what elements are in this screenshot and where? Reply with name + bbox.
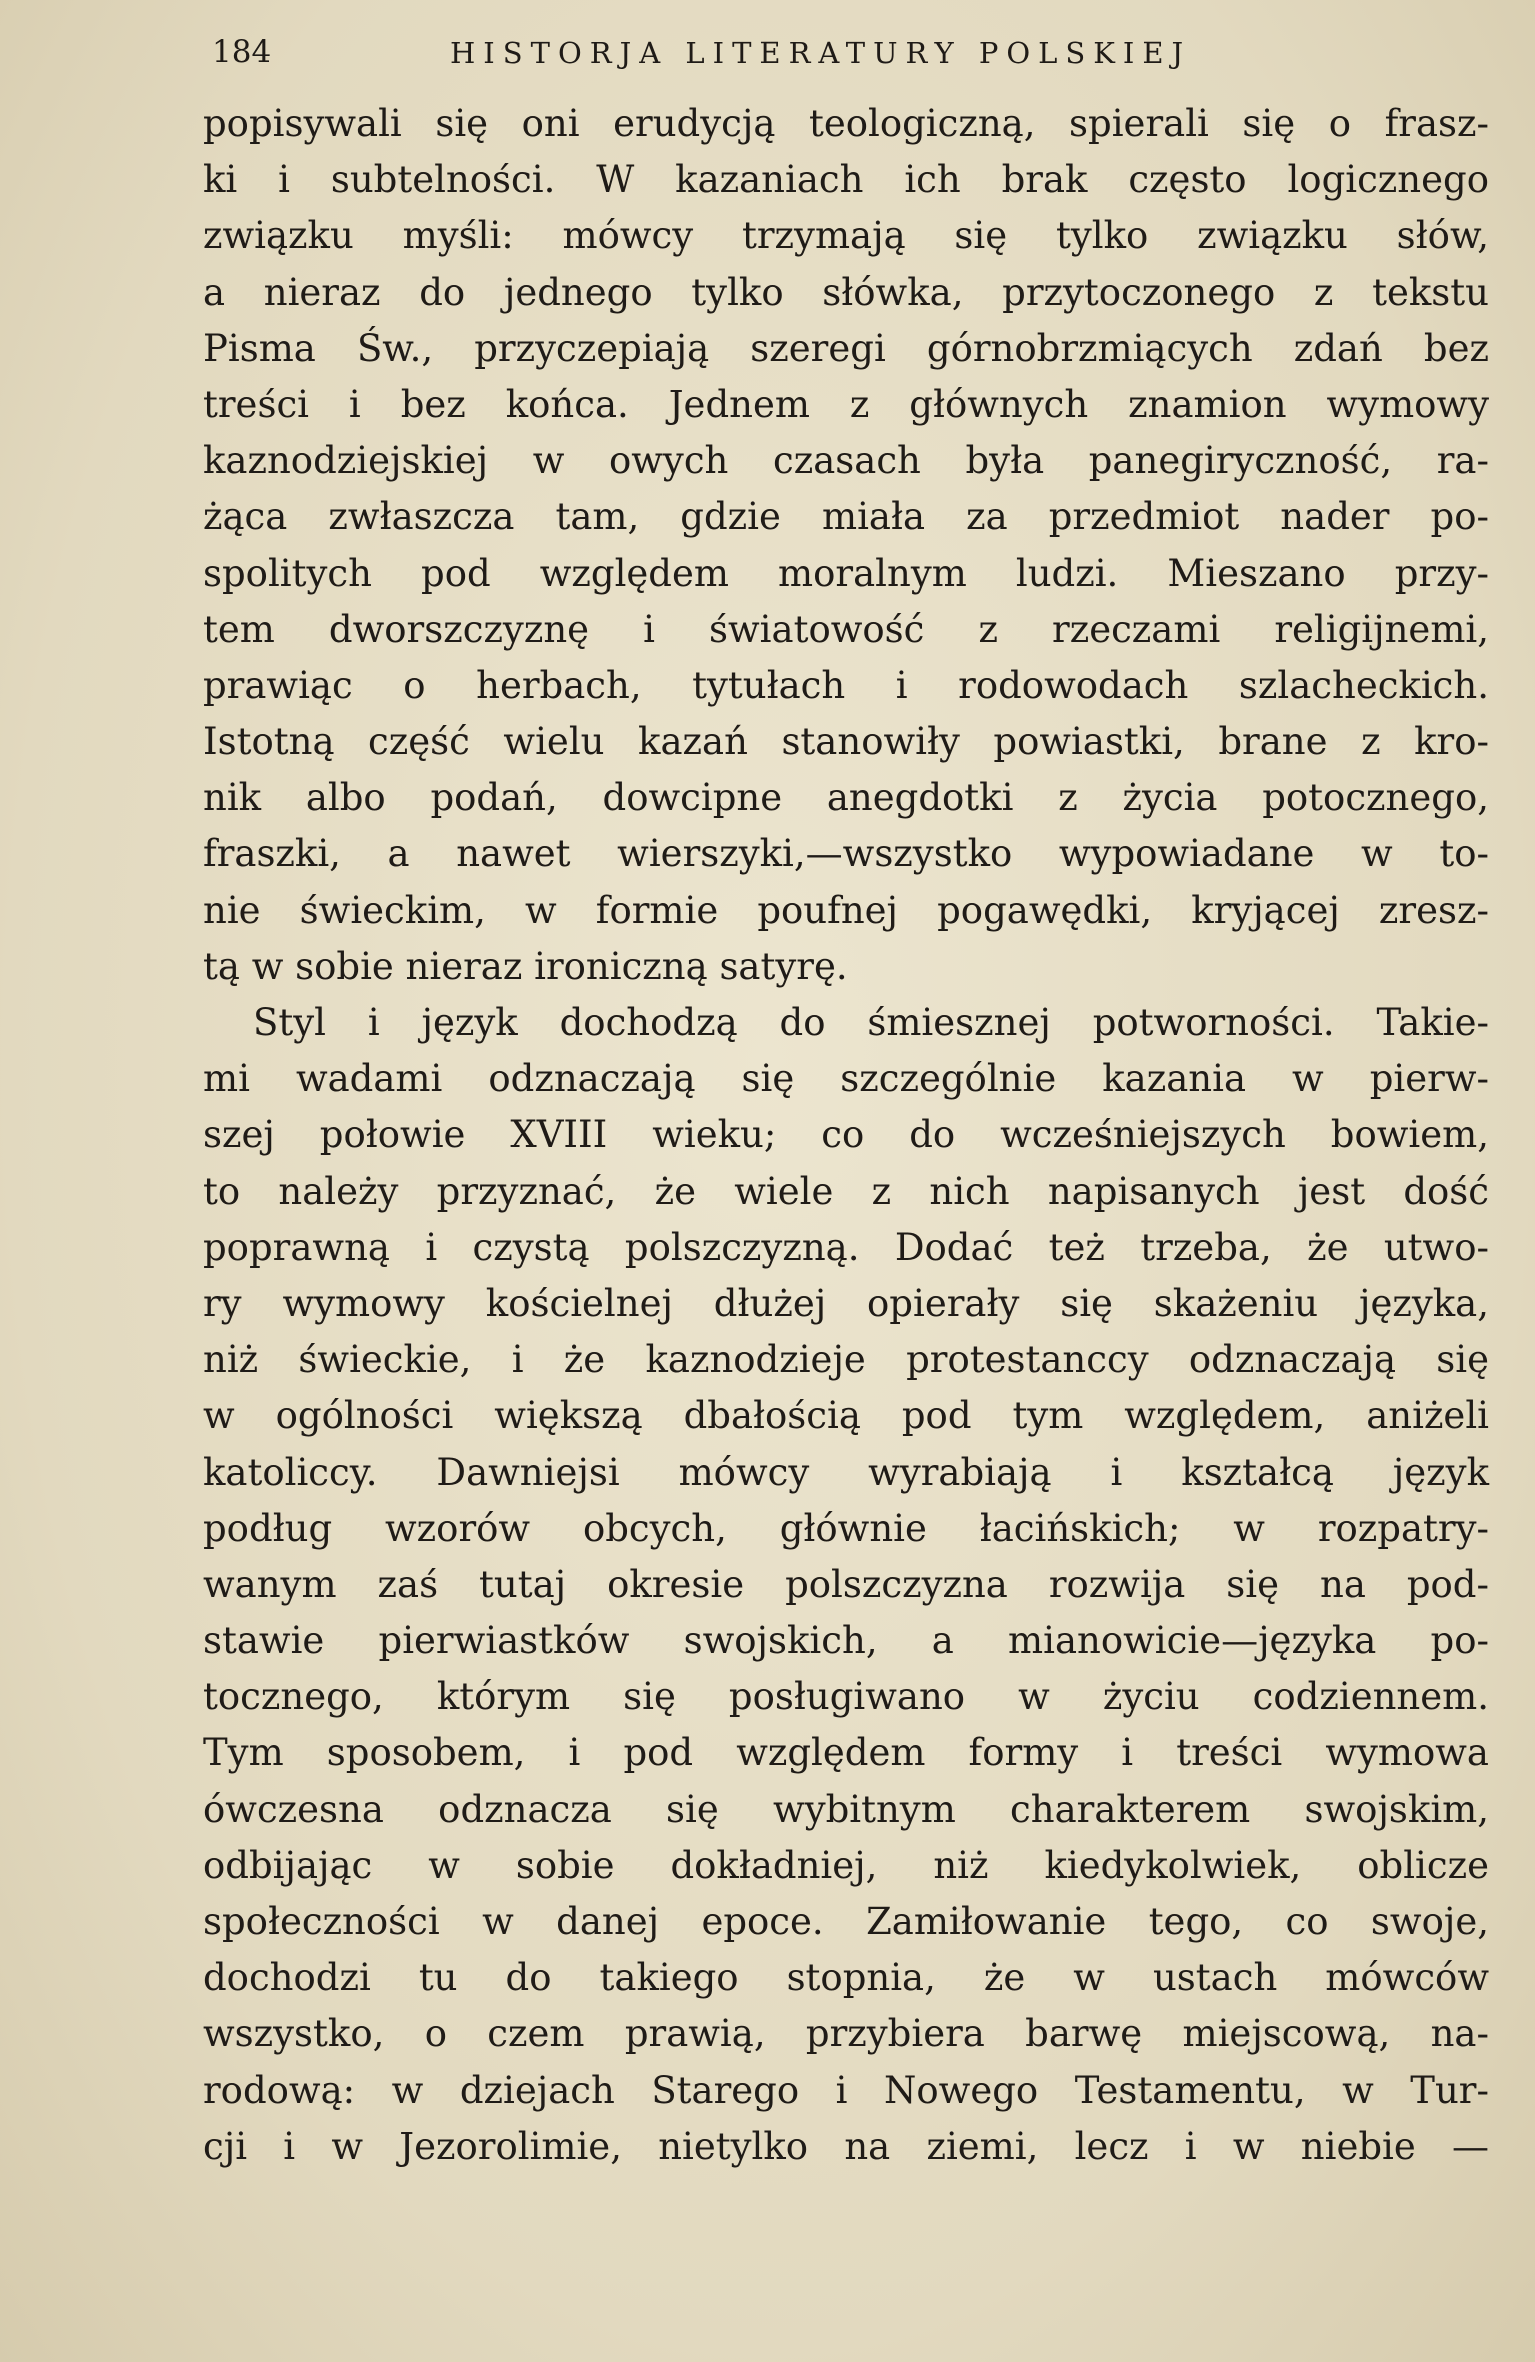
- text-line: ry wymowy kościelnej dłużej opierały się skażeniu języka,: [203, 1281, 1489, 1325]
- text-line: tem dworszczyznę i światowość z rzeczami religijnemi,: [203, 607, 1489, 651]
- text-line: Tym sposobem, i pod względem formy i treści wymowa: [203, 1731, 1489, 1775]
- text-line: Pisma Św., przyczepiają szeregi górnobrzmiących zdań bez: [203, 326, 1489, 370]
- text-line: odbijając w sobie dokładniej, niż kiedykolwiek, oblicze: [203, 1843, 1489, 1887]
- text-line: niż świeckie, i że kaznodzieje protestanccy odznaczają się: [203, 1338, 1489, 1382]
- page-number: 184: [212, 34, 272, 70]
- text-line: poprawną i czystą polszczyzną. Dodać też trzeba, że utwo-: [203, 1225, 1489, 1269]
- text-line: a nieraz do jednego tylko słówka, przytoczonego z tekstu: [203, 270, 1489, 314]
- text-line: ki i subtelności. W kazaniach ich brak często logicznego: [203, 158, 1489, 202]
- text-line: rodową: w dziejach Starego i Nowego Testamentu, w Tur-: [203, 2068, 1489, 2112]
- text-line: tocznego, którym się posługiwano w życiu codziennem.: [203, 1675, 1489, 1719]
- text-line: stawie pierwiastków swojskich, a mianowicie—języka po-: [203, 1619, 1489, 1663]
- page-header: [212, 30, 1272, 78]
- text-line: społeczności w danej epoce. Zamiłowanie tego, co swoje,: [203, 1900, 1489, 1943]
- running-head: HISTORJA LITERATURY POLSKIEJ: [450, 36, 1192, 70]
- text-line: treści i bez końca. Jednem z głównych znamion wymowy: [203, 382, 1489, 426]
- text-line: w ogólności większą dbałością pod tym względem, aniżeli: [203, 1394, 1489, 1438]
- text-line: Istotną część wielu kazań stanowiły powiastki, brane z kro-: [203, 720, 1489, 764]
- text-line: ówczesna odznacza się wybitnym charakterem swojskim,: [203, 1787, 1489, 1831]
- text-line: mi wadami odznaczają się szczególnie kazania w pierw-: [203, 1057, 1489, 1101]
- text-line: katoliccy. Dawniejsi mówcy wyrabiają i kształcą język: [203, 1450, 1489, 1494]
- text-line: nie świeckim, w formie poufnej pogawędki, kryjącej zresz-: [203, 888, 1489, 932]
- text-line: związku myśli: mówcy trzymają się tylko związku słów,: [203, 214, 1489, 258]
- text-line: spolitych pod względem moralnym ludzi. Mieszano przy-: [203, 551, 1489, 595]
- body-text: [203, 96, 1489, 2175]
- text-line: nik albo podań, dowcipne anegdotki z życia potocznego,: [203, 776, 1489, 820]
- text-line: to należy przyznać, że wiele z nich napisanych jest dość: [203, 1169, 1489, 1213]
- text-line: fraszki, a nawet wierszyki,—wszystko wypowiadane w to-: [203, 832, 1489, 876]
- text-line: wanym zaś tutaj okresie polszczyzna rozwija się na pod-: [203, 1562, 1489, 1606]
- text-line: cji i w Jezorolimie, nietylko na ziemi, lecz i w niebie —: [203, 2124, 1489, 2168]
- text-line: prawiąc o herbach, tytułach i rodowodach szlacheckich.: [203, 663, 1489, 707]
- text-line: kaznodziejskiej w owych czasach była panegiryczność, ra-: [203, 439, 1489, 483]
- text-line: szej połowie XVIII wieku; co do wcześniejszych bowiem,: [203, 1113, 1489, 1157]
- paragraph-start-line: Styl i język dochodzą do śmiesznej potworności. Takie-: [253, 1001, 1489, 1044]
- text-line: dochodzi tu do takiego stopnia, że w ustach mówców: [203, 1956, 1489, 2000]
- paragraph-end-line: tą w sobie nieraz ironiczną satyrę.: [203, 944, 848, 988]
- text-line: podług wzorów obcych, głównie łacińskich; w rozpatry-: [203, 1506, 1489, 1550]
- text-line: żąca zwłaszcza tam, gdzie miała za przedmiot nader po-: [203, 495, 1489, 539]
- text-line: popisywali się oni erudycją teologiczną, spierali się o frasz-: [203, 102, 1489, 145]
- text-line: wszystko, o czem prawią, przybiera barwę miejscową, na-: [203, 2012, 1489, 2056]
